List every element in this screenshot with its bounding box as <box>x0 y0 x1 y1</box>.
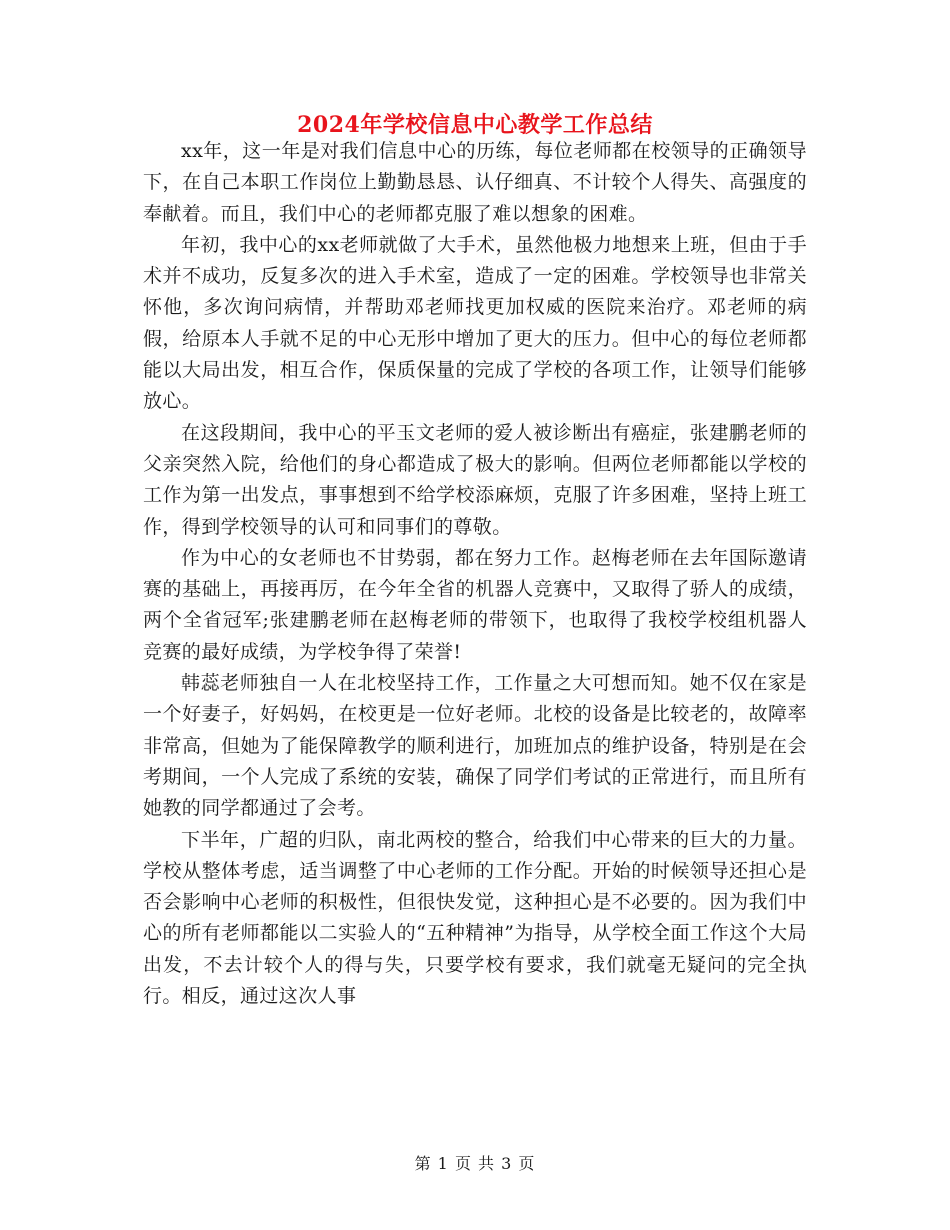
paragraph: 作为中心的女老师也不甘势弱，都在努力工作。赵梅老师在去年国际邀请赛的基础上，再接再厉，在今年全省的机器人竞赛中，又取得了骄人的成绩，两个全省冠军;张建鹏老师在赵梅老师的带领下，也取得了我校学校组机器人竞赛的最好成绩，为学校争得了荣誉! <box>143 546 807 663</box>
paragraph: 在这段期间，我中心的平玉文老师的爱人被诊断出有癌症，张建鹏老师的父亲突然入院，给他们的身心都造成了极大的影响。但两位老师都能以学校的工作为第一出发点，事事想到不给学校添麻烦，克服了许多困难，坚持上班工作，得到学校领导的认可和同事们的尊敬。 <box>143 421 807 538</box>
page-footer: 第 1 页 共 3 页 <box>414 1154 536 1173</box>
paragraph: 下半年，广超的归队，南北两校的整合，给我们中心带来的巨大的力量。学校从整体考虑，适当调整了中心老师的工作分配。开始的时候领导还担心是否会影响中心老师的积极性，但很快发觉，这种担心是不必要的。因为我们中心的所有老师都能以二实验人的“五种精神”为指导，从学校全面工作这个大局出发，不去计较个人的得与失，只要学校有要求，我们就毫无疑问的完全执行。相反，通过这次人事 <box>143 828 807 1008</box>
paragraph: 韩蕊老师独自一人在北校坚持工作，工作量之大可想而知。她不仅在家是一个好妻子，好妈妈，在校更是一位好老师。北校的设备是比较老的，故障率非常高，但她为了能保障教学的顺利进行，加班加点的维护设备，特别是在会考期间，一个人完成了系统的安装，确保了同学们考试的正常进行，而且所有她教的同学都通过了会考。 <box>143 672 807 820</box>
document-title: 2024年学校信息中心教学工作总结 <box>297 112 653 138</box>
paragraph: 年初，我中心的xx老师就做了大手术，虽然他极力地想来上班，但由于手术并不成功，反复多次的进入手术室，造成了一定的困难。学校领导也非常关怀他，多次询问病情，并帮助邓老师找更加权威的医院来治疗。邓老师的病假，给原本人手就不足的中心无形中增加了更大的压力。但中心的每位老师都能以大局出发，相互合作，保质保量的完成了学校的各项工作，让领导们能够放心。 <box>143 233 807 413</box>
paragraph: xx年，这一年是对我们信息中心的历练，每位老师都在校领导的正确领导下，在自己本职工作岗位上勤勤恳恳、认仔细真、不计较个人得失、高强度的奉献着。而且，我们中心的老师都克服了难以想象的困难。 <box>143 140 807 225</box>
document-body <box>143 136 807 1012</box>
